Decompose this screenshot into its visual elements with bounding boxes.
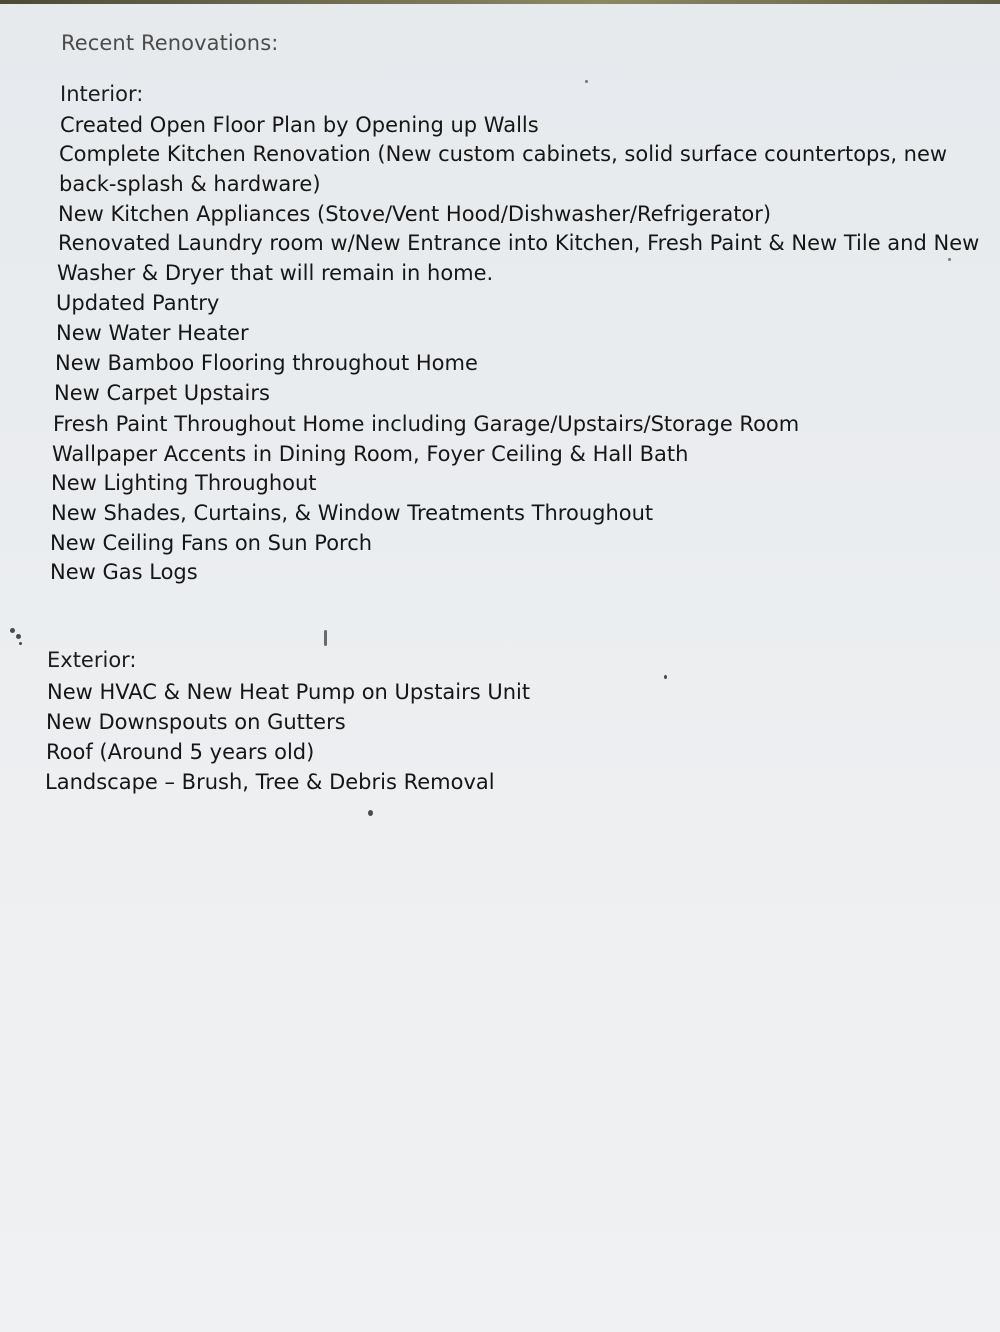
interior-item: New Bamboo Flooring throughout Home [55,351,478,375]
exterior-item: New Downspouts on Gutters [46,710,346,734]
interior-item: New Ceiling Fans on Sun Porch [50,531,373,555]
interior-item: New Gas Logs [50,560,198,584]
interior-item: back-splash & hardware) [59,172,321,196]
interior-item: Renovated Laundry room w/New Entrance into Kitchen, Fresh Paint & New Tile and New [58,231,980,255]
interior-item: New Water Heater [56,321,249,345]
interior-item: Complete Kitchen Renovation (New custom cabinets, solid surface countertops, new [59,142,948,166]
paper-speck [16,634,21,639]
interior-section-title: Interior: [60,82,144,106]
interior-item: Wallpaper Accents in Dining Room, Foyer Ceiling & Hall Bath [52,442,689,466]
interior-item: New Carpet Upstairs [54,381,270,405]
interior-item: Updated Pantry [56,291,220,315]
paper-speck [948,258,951,261]
paper-speck [585,80,588,83]
interior-item: New Lighting Throughout [51,471,317,495]
document-heading: Recent Renovations: [61,31,279,55]
paper-speck [324,630,327,646]
exterior-item: Roof (Around 5 years old) [46,740,315,764]
interior-item: Created Open Floor Plan by Opening up Walls [60,113,539,137]
paper-speck [664,675,667,679]
paper-speck [10,628,15,633]
exterior-item: Landscape – Brush, Tree & Debris Removal [45,770,495,794]
interior-item: Fresh Paint Throughout Home including Garage/Upstairs/Storage Room [53,412,800,436]
exterior-item: New HVAC & New Heat Pump on Upstairs Unit [47,680,531,704]
exterior-section-title: Exterior: [47,648,137,672]
interior-item: New Kitchen Appliances (Stove/Vent Hood/Dishwasher/Refrigerator) [58,202,772,226]
paper-speck [368,810,373,816]
paper-speck [19,642,22,645]
interior-item: Washer & Dryer that will remain in home. [57,261,494,285]
interior-item: New Shades, Curtains, & Window Treatments Throughout [51,501,654,525]
